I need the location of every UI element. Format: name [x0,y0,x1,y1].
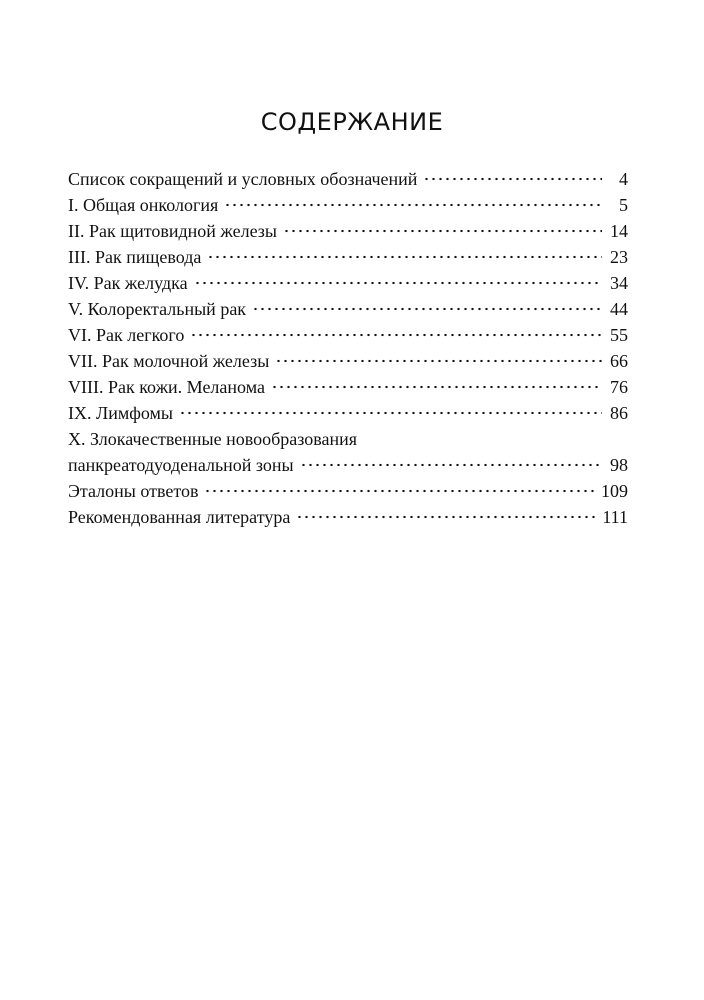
toc-entry-label: VII. Рак молочной железы [68,351,270,371]
toc-entry-page: 34 [610,273,628,293]
dot-leader [194,281,602,285]
toc-entry-page: 14 [610,221,628,241]
toc-entry-label: Эталоны ответов [68,481,199,501]
toc-entry-label-line1: X. Злокачественные новообразования [68,429,358,449]
toc-entry-label: VI. Рак легкого [68,325,185,345]
toc-entry-label: Рекомендованная литература [68,507,291,527]
toc-entry-label: IX. Лимфомы [68,403,174,423]
toc-entry[interactable] [68,296,628,322]
toc-entry[interactable] [68,192,628,218]
toc-entry-page: 55 [610,325,628,345]
dot-leader [204,489,595,493]
dot-leader [224,203,602,207]
toc-entry[interactable] [68,478,628,504]
dot-leader [271,385,602,389]
toc-entry-label: V. Колоректальный рак [68,299,247,319]
toc-entry-page: 23 [610,247,628,267]
toc-entry-label: II. Рак щитовидной железы [68,221,277,241]
dot-leader [283,229,602,233]
toc-entry-page: 98 [610,455,628,475]
toc-entry-page: 86 [610,403,628,423]
toc-entry-page: 5 [619,195,628,215]
toc-entry[interactable] [68,348,628,374]
toc-entry[interactable] [68,504,628,530]
toc-entry[interactable] [68,166,628,192]
toc-entry-label: IV. Рак желудка [68,273,188,293]
dot-leader [252,307,602,311]
toc-entry[interactable] [68,400,628,426]
toc-entry-page: 4 [619,169,628,189]
toc-entry-label: VIII. Рак кожи. Меланома [68,377,265,397]
toc-entry[interactable] [68,218,628,244]
dot-leader [207,255,602,259]
toc-entry-page: 66 [610,351,628,371]
dot-leader [296,515,596,519]
dot-leader [423,177,602,181]
toc-entry-page: 109 [601,481,628,501]
toc-entry[interactable] [68,426,628,478]
toc-entry-label: Список сокращений и условных обозначений [68,169,418,189]
toc-entry[interactable] [68,244,628,270]
toc-entry[interactable] [68,322,628,348]
toc-entry[interactable] [68,270,628,296]
dot-leader [300,463,602,467]
toc-entry-label: I. Общая онкология [68,195,219,215]
dot-leader [275,359,602,363]
dot-leader [179,411,602,415]
table-of-contents [68,166,628,530]
toc-entry-page: 44 [610,299,628,319]
toc-entry-label: III. Рак пищевода [68,247,202,267]
dot-leader [190,333,602,337]
toc-entry[interactable] [68,374,628,400]
toc-entry-label-line2: панкреатодуоденальной зоны [68,455,294,475]
toc-entry-page: 111 [602,507,628,527]
toc-entry-page: 76 [610,377,628,397]
page-title: СОДЕРЖАНИЕ [260,108,444,136]
